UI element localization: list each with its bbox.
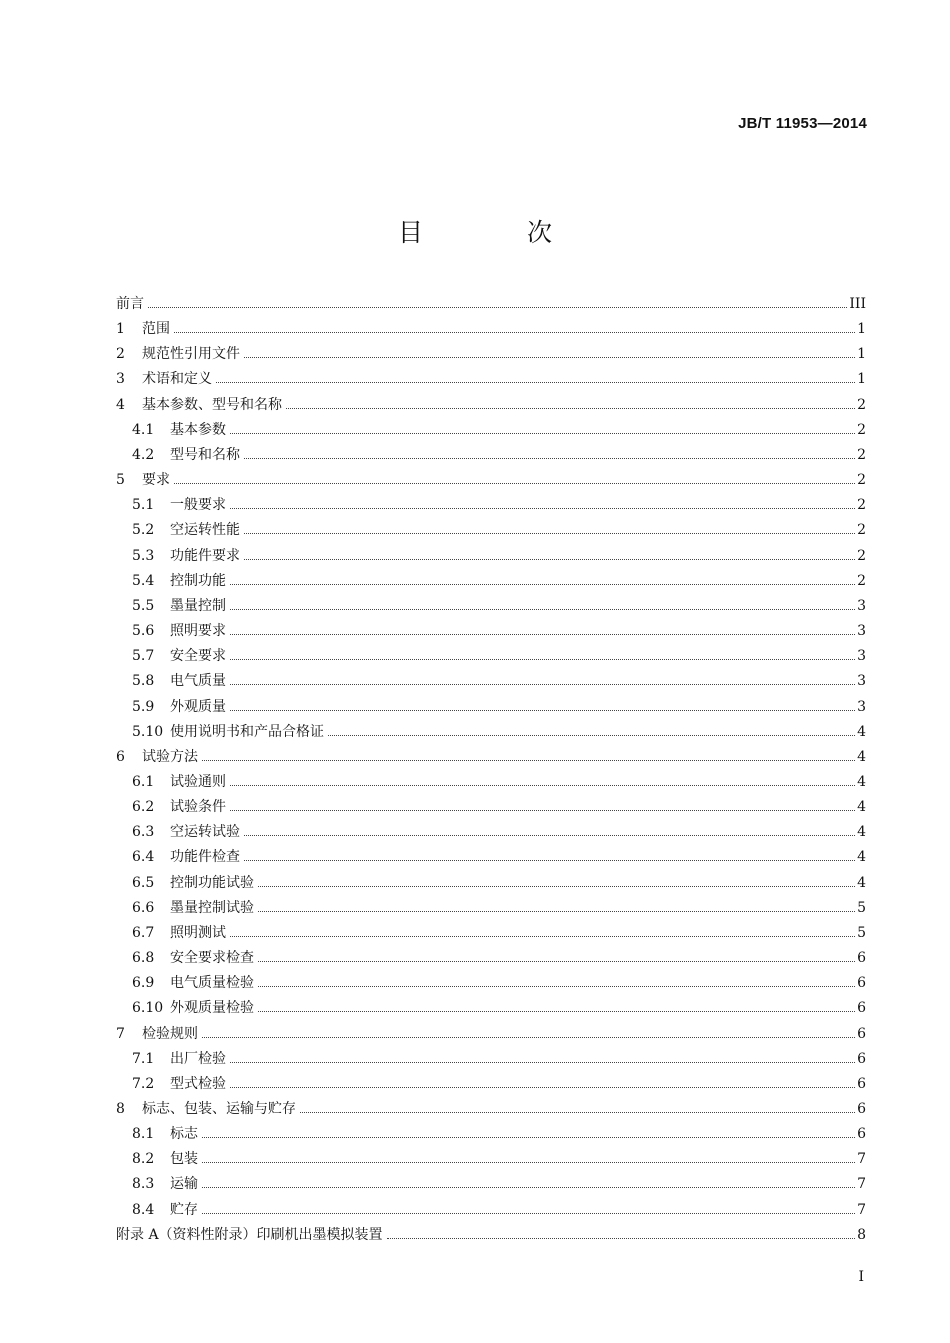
toc-dot-leader [230,936,855,937]
toc-dot-leader [148,307,847,308]
page-title: 目 次 [398,218,600,247]
toc-entry-page: 6 [857,1101,866,1117]
toc-dot-leader [230,684,855,685]
toc-entry-page: 5 [857,899,866,916]
toc-entry-page: 2 [857,522,866,539]
table-of-contents [116,293,866,1249]
toc-entry-page: 6 [857,1000,866,1017]
toc-entry-title: 安全要求 [170,648,226,665]
toc-dot-leader [244,835,855,836]
toc-entry[interactable] [116,897,866,922]
toc-dot-leader [202,1162,855,1163]
toc-entry-page: 2 [857,421,866,438]
toc-entry-number: 8.2 [132,1151,155,1168]
toc-entry-title: 检验规则 [142,1025,198,1042]
toc-dot-leader [230,609,855,610]
toc-entry-number: 6 [116,748,125,765]
toc-dot-leader [258,1011,855,1012]
toc-entry-page: 6 [857,1075,866,1092]
toc-entry-page: 4 [857,824,866,841]
page-number: I [858,1269,864,1285]
toc-entry[interactable] [116,1123,866,1148]
toc-entry-title: 术语和定义 [142,371,212,388]
toc-dot-leader [258,986,855,987]
toc-entry-title: 照明要求 [170,623,226,640]
toc-entry[interactable] [116,972,866,997]
toc-entry-number: 7.2 [132,1075,155,1092]
toc-entry[interactable] [116,696,866,721]
toc-entry-number: 2 [116,346,125,363]
toc-entry-page: 3 [857,698,866,715]
toc-dot-leader [202,760,855,761]
toc-entry[interactable] [116,545,866,570]
toc-entry-title: 一般要求 [170,497,226,514]
toc-entry-page: 3 [857,648,866,665]
toc-entry-title: 附录 A（资料性附录）印刷机出墨模拟装置 [116,1226,383,1243]
toc-dot-leader [244,458,855,459]
toc-entry-number: 6.8 [132,950,155,967]
toc-dot-leader [258,886,855,887]
toc-entry-page: 6 [857,1126,866,1143]
toc-entry-page: 7 [857,1176,866,1193]
toc-entry[interactable] [116,872,866,897]
toc-entry[interactable] [116,922,866,947]
toc-entry-page: 2 [857,472,866,489]
toc-entry[interactable] [116,846,866,871]
toc-entry[interactable] [116,318,866,343]
toc-entry-page: 6 [857,975,866,992]
toc-entry-page: 1 [857,321,866,338]
toc-dot-leader [230,433,855,434]
toc-entry-page: 4 [857,723,866,740]
toc-entry-page: 2 [857,572,866,589]
toc-entry-page: 6 [857,950,866,967]
toc-entry[interactable] [116,1199,866,1224]
toc-entry[interactable] [116,771,866,796]
toc-entry-page: 2 [857,497,866,514]
toc-entry[interactable] [116,796,866,821]
toc-entry-number: 6.5 [132,874,155,891]
toc-entry-title: 空运转性能 [170,522,240,539]
toc-entry-title: 使用说明书和产品合格证 [170,723,324,740]
toc-entry-number: 5.10 [132,723,164,740]
toc-dot-leader [202,1213,855,1214]
toc-entry-number: 5.8 [132,673,155,690]
toc-entry[interactable] [116,721,866,746]
toc-entry[interactable] [116,1148,866,1173]
toc-entry[interactable] [116,746,866,771]
toc-entry[interactable] [116,1073,866,1098]
toc-entry-number: 6.7 [132,924,155,941]
toc-entry-number: 6.3 [132,824,155,841]
toc-entry-title: 型号和名称 [170,446,240,463]
toc-entry-title: 基本参数 [170,421,226,438]
toc-entry[interactable] [116,368,866,393]
toc-entry-number: 4 [116,396,125,413]
toc-entry-title: 基本参数、型号和名称 [142,396,282,413]
toc-dot-leader [244,860,855,861]
toc-dot-leader [328,735,855,736]
toc-entry-page: 2 [857,547,866,564]
toc-entry-number: 5.3 [132,547,155,564]
toc-entry-title: 电气质量 [170,673,226,690]
toc-dot-leader [230,710,855,711]
toc-entry[interactable] [116,343,866,368]
toc-entry-title: 包装 [170,1151,198,1168]
toc-entry-title: 运输 [170,1176,198,1193]
toc-dot-leader [244,357,855,358]
toc-entry[interactable] [116,469,866,494]
toc-entry-title: 功能件要求 [170,547,240,564]
toc-entry[interactable] [116,570,866,595]
toc-entry-number: 6.1 [132,773,155,790]
toc-entry-title: 控制功能试验 [170,874,254,891]
toc-dot-leader [230,634,855,635]
toc-entry-number: 6.9 [132,975,155,992]
toc-entry-page: 7 [857,1151,866,1168]
toc-entry-title: 贮存 [170,1201,198,1218]
toc-entry[interactable] [116,394,866,419]
toc-dot-leader [258,911,855,912]
toc-dot-leader [216,382,855,383]
toc-dot-leader [286,408,855,409]
toc-entry-number: 8.1 [132,1126,155,1143]
toc-dot-leader [202,1037,855,1038]
toc-entry-page: 4 [857,748,866,765]
toc-dot-leader [230,659,855,660]
toc-entry-title: 标志、包装、运输与贮存 [142,1101,296,1117]
toc-entry[interactable] [116,519,866,544]
toc-dot-leader [244,559,855,560]
toc-entry[interactable] [116,293,866,318]
toc-entry-title: 要求 [142,472,170,489]
toc-entry-number: 8.4 [132,1201,155,1218]
toc-dot-leader [258,961,855,962]
toc-entry[interactable] [116,1224,866,1249]
toc-entry[interactable] [116,419,866,444]
toc-entry-page: 1 [857,346,866,363]
toc-entry-title: 规范性引用文件 [142,346,240,363]
toc-entry-page: III [849,296,866,312]
toc-dot-leader [230,1062,855,1063]
toc-entry-title: 功能件检查 [170,849,240,866]
toc-entry-page: 3 [857,673,866,690]
toc-entry[interactable] [116,1048,866,1073]
toc-entry[interactable] [116,1098,866,1123]
toc-entry[interactable] [116,444,866,469]
toc-entry-page: 6 [857,1050,866,1067]
toc-entry[interactable] [116,595,866,620]
toc-entry[interactable] [116,821,866,846]
toc-entry-title: 试验通则 [170,773,226,790]
toc-entry-page: 2 [857,446,866,463]
toc-dot-leader [244,533,855,534]
toc-entry[interactable] [116,494,866,519]
toc-entry[interactable] [116,620,866,645]
toc-dot-leader [202,1137,855,1138]
toc-entry-title: 控制功能 [170,572,226,589]
toc-entry-page: 4 [857,773,866,790]
toc-entry-number: 5.4 [132,572,155,589]
toc-entry-number: 5.1 [132,497,155,514]
toc-entry-number: 5.7 [132,648,155,665]
toc-entry-number: 6.10 [132,1000,164,1017]
toc-entry-title: 外观质量检验 [170,1000,254,1017]
toc-entry-title: 范围 [142,321,170,338]
toc-entry[interactable] [116,947,866,972]
toc-entry-title: 外观质量 [170,698,226,715]
toc-dot-leader [230,508,855,509]
toc-dot-leader [230,584,855,585]
toc-entry-number: 5.2 [132,522,155,539]
toc-entry-page: 2 [857,396,866,413]
toc-entry-page: 3 [857,623,866,640]
toc-entry-number: 8 [116,1101,125,1117]
toc-entry-number: 7.1 [132,1050,155,1067]
toc-dot-leader [300,1112,855,1113]
toc-entry-number: 4.1 [132,421,155,438]
toc-entry-number: 5 [116,472,125,489]
toc-entry-page: 4 [857,849,866,866]
toc-entry-title: 型式检验 [170,1075,226,1092]
standard-code: JB/T 11953—2014 [738,115,867,132]
toc-entry-number: 5.6 [132,623,155,640]
toc-entry-title: 前言 [116,296,144,312]
toc-entry-number: 7 [116,1025,125,1042]
toc-entry-title: 试验方法 [142,748,198,765]
toc-entry-title: 出厂检验 [170,1050,226,1067]
toc-entry-number: 4.2 [132,446,155,463]
toc-entry-title: 试验条件 [170,799,226,816]
toc-entry-number: 5.5 [132,597,155,614]
toc-dot-leader [230,785,855,786]
toc-entry[interactable] [116,670,866,695]
toc-entry-number: 1 [116,321,125,338]
toc-entry-page: 4 [857,799,866,816]
toc-entry[interactable] [116,997,866,1022]
toc-entry-title: 标志 [170,1126,198,1143]
toc-dot-leader [387,1238,856,1239]
toc-dot-leader [174,332,855,333]
toc-dot-leader [230,1087,855,1088]
toc-entry-page: 3 [857,597,866,614]
toc-entry-title: 墨量控制 [170,597,226,614]
toc-entry-number: 6.4 [132,849,155,866]
toc-entry-title: 照明测试 [170,924,226,941]
toc-dot-leader [230,810,855,811]
toc-entry-number: 6.6 [132,899,155,916]
toc-entry[interactable] [116,645,866,670]
toc-entry-number: 8.3 [132,1176,155,1193]
toc-entry[interactable] [116,1173,866,1198]
toc-entry-title: 空运转试验 [170,824,240,841]
toc-entry-page: 7 [857,1201,866,1218]
toc-entry-page: 1 [857,371,866,388]
toc-entry-title: 电气质量检验 [170,975,254,992]
toc-entry-title: 墨量控制试验 [170,899,254,916]
toc-entry-title: 安全要求检查 [170,950,254,967]
toc-entry-number: 6.2 [132,799,155,816]
toc-entry-page: 5 [857,924,866,941]
toc-entry-page: 4 [857,874,866,891]
toc-entry-page: 8 [857,1226,866,1243]
toc-entry-number: 3 [116,371,125,388]
toc-dot-leader [174,483,855,484]
toc-entry-page: 6 [857,1025,866,1042]
toc-entry-number: 5.9 [132,698,155,715]
toc-dot-leader [202,1187,855,1188]
toc-entry[interactable] [116,1023,866,1048]
